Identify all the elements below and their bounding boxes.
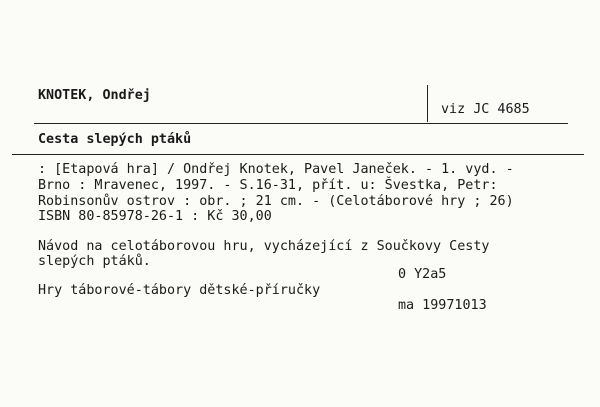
isbn-line: ISBN 80-85978-26-1 : Kč 30,00 <box>38 209 272 224</box>
record-code: ma 19971013 <box>398 298 487 313</box>
header-rule <box>34 123 568 124</box>
description-line-1: : [Etapová hra] / Ondřej Knotek, Pavel Janeček. - 1. vyd. - <box>38 162 514 177</box>
vertical-divider <box>427 85 428 122</box>
title-heading: Cesta slepých ptáků <box>38 132 192 147</box>
subject-heading: Hry táborové-tábory dětské-příručky <box>38 283 321 298</box>
title-rule <box>12 154 584 155</box>
description-line-3: Robinsonův ostrov : obr. ; 21 cm. - (Celotáborové hry ; 26) <box>38 194 514 209</box>
description-line-2: Brno : Mravenec, 1997. - S.16-31, přít. u: Švestka, Petr: <box>38 178 498 193</box>
cross-reference: viz JC 4685 <box>441 102 530 117</box>
location-code: 0 Y2a5 <box>398 267 447 282</box>
annotation-line-1: Návod na celotáborovou hru, vycházející z Součkovy Cesty <box>38 239 490 254</box>
annotation-line-2: slepých ptáků. <box>38 254 151 269</box>
author-heading: KNOTEK, Ondřej <box>38 88 151 103</box>
